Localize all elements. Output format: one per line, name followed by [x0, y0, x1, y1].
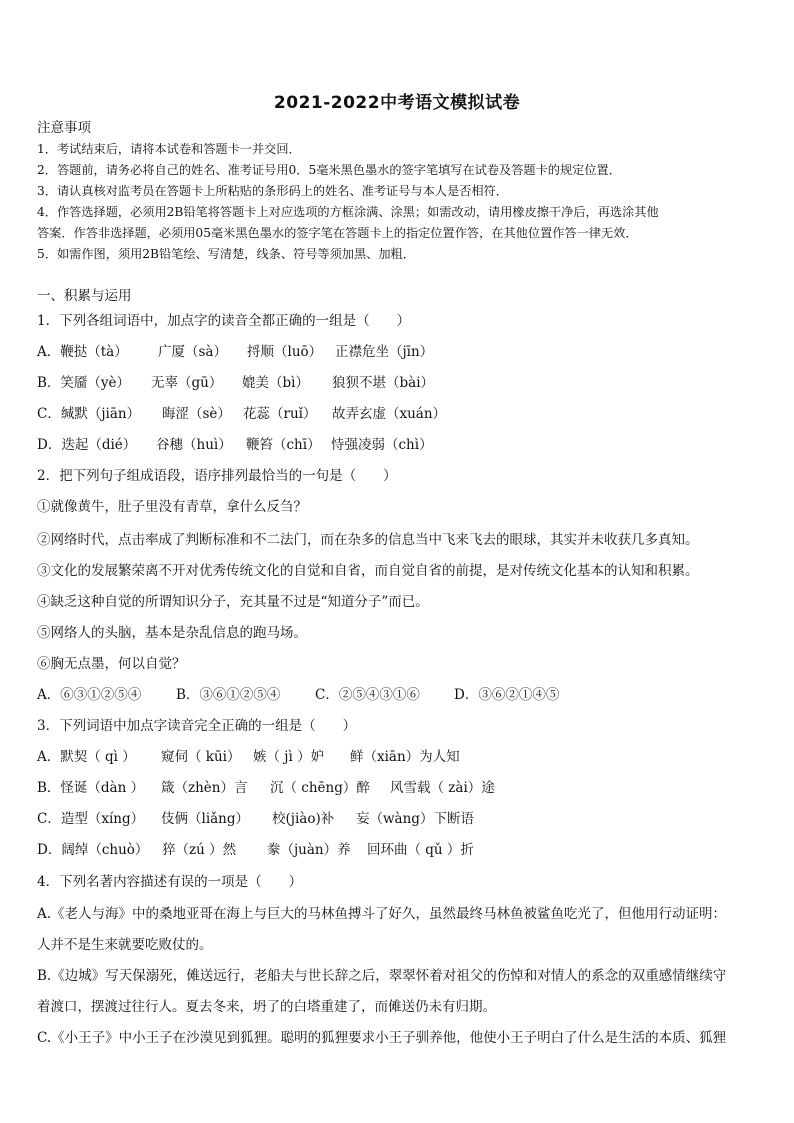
q3-d-4: 回环曲（ qǔ ）折	[367, 842, 474, 858]
q2-sentence-5: ⑤网络人的头脑，基本是杂乱信息的跑马场。	[37, 625, 307, 641]
q2-option-a: A．⑥③①②⑤④	[37, 687, 142, 703]
q1-option-c	[37, 406, 446, 422]
notice-line-3: 3．请认真核对监考员在答题卡上所粘贴的条形码上的姓名、准考证号与本人是否相符．	[37, 184, 508, 198]
q3-b-1: B．怪诞（dàn ）	[37, 780, 145, 796]
q4-line-4: 着渡口，摆渡过往行人。夏去冬来，坍了的白塔重建了，而傩送仍未有归期。	[37, 999, 496, 1015]
q1-a-1: A．鞭挞（tà）	[37, 344, 128, 360]
q3-a-2: 窥伺（ kūi）	[161, 749, 241, 765]
q2-stem: 2．把下列句子组成语段，语序排列最恰当的一句是（ ）	[37, 468, 397, 484]
q4-stem: 4．下列名著内容描述有误的一项是（ ）	[37, 874, 303, 890]
q1-c-4: 故弄玄虚（xuán）	[332, 406, 447, 422]
q1-b-3: 媲美（bì）	[242, 375, 309, 391]
q1-c-3: 花蕊（ruǐ）	[243, 406, 317, 422]
q4-line-1: A.《老人与海》中的桑地亚哥在海上与巨大的马林鱼搏斗了好久，虽然最终马林鱼被鲨鱼吃光了，但他用行动证明：	[37, 906, 727, 922]
q1-option-a	[37, 344, 433, 360]
q3-a-4: 鲜（xiān）为人知	[350, 749, 460, 765]
q1-option-d	[37, 437, 433, 453]
q1-d-3: 鞭笞（chī）	[246, 437, 321, 453]
q3-option-b	[37, 780, 495, 796]
notice-line-5: 答案．作答非选择题，必须用05毫米黑色墨水的签字笔在答题卡上的指定位置作答，在其他位置作答一律无效．	[37, 226, 638, 240]
q4-line-5: C.《小王子》中小王子在沙漠见到狐狸。聪明的狐狸要求小王子驯养他，他使小王子明白了什么是生活的本质、狐狸	[37, 1030, 727, 1046]
q2-sentence-2: ②网络时代，点击率成了判断标准和不二法门，而在杂多的信息当中飞来飞去的眼球，其实并未收获几多真知。	[37, 532, 699, 548]
q3-a-3: 嫉（ jì ）妒	[253, 749, 325, 765]
q3-c-4: 妄（wàng）下断语	[356, 811, 474, 827]
q3-d-3: 豢（juàn）养	[267, 842, 351, 858]
q1-a-2: 广厦（sà）	[158, 344, 227, 360]
q3-c-1: C．造型（xíng）	[37, 811, 145, 827]
notice-line-2: 2．答题前，请务必将自己的姓名、准考证号用0．5毫米黑色墨水的签字笔填写在试卷及答题卡的规定位置．	[37, 163, 621, 177]
q4-line-3: B.《边城》写天保溺死，傩送远行，老船夫与世长辞之后，翠翠怀着对祖父的伤悼和对情人的系念的双重感情继续守	[37, 968, 727, 984]
q1-stem: 1．下列各组词语中，加点字的读音全都正确的一组是（ ）	[37, 313, 411, 329]
notice-line-1: 1．考试结束后，请将本试卷和答题卡一并交回．	[37, 142, 301, 156]
q1-d-2: 谷穗（huì）	[156, 437, 232, 453]
q3-a-1: A．默契（ qì ）	[37, 749, 136, 765]
q2-sentence-4: ④缺乏这种自觉的所谓知识分子，充其量不过是“知道分子”而已。	[37, 594, 429, 610]
page-title: 2021-2022中考语文模拟试卷	[273, 93, 521, 113]
q4-line-2: 人并不是生来就要吃败仗的。	[37, 937, 213, 953]
q3-stem: 3．下列词语中加点字读音完全正确的一组是（ ）	[37, 718, 357, 734]
q2-sentence-6: ⑥胸无点墨，何以自觉？	[37, 656, 186, 672]
q2-sentence-3: ③文化的发展繁荣离不开对优秀传统文化的自觉和自省，而自觉自省的前提，是对传统文化基本的认知和积累。	[37, 563, 699, 579]
q1-c-1: C．缄默（jiān）	[37, 406, 141, 422]
q1-b-1: B．笑靥（yè）	[37, 375, 131, 391]
q1-option-b	[37, 375, 434, 391]
q3-c-2: 伎俩（liǎng）	[161, 811, 250, 827]
q1-b-4: 狼狈不堪（bài）	[332, 375, 435, 391]
q1-d-1: D．迭起（dié）	[37, 437, 137, 453]
q3-option-d	[37, 842, 474, 858]
q3-b-4: 风雪载（ zài）途	[390, 780, 495, 796]
q3-option-c	[37, 811, 474, 827]
q1-a-4: 正襟危坐（jīn）	[335, 344, 434, 360]
q2-option-c: C．②⑤④③①⑥	[315, 687, 420, 703]
section-heading: 一、积累与运用	[37, 288, 132, 304]
q1-d-4: 恃强凌弱（chì）	[331, 437, 433, 453]
q3-option-a	[37, 749, 460, 765]
q2-sentence-1: ①就像黄牛，肚子里没有青草，拿什么反刍？	[37, 499, 307, 515]
q2-option-d: D．③⑥②①④⑤	[454, 687, 560, 703]
q3-b-3: 沉（ chēng）醉	[270, 780, 370, 796]
q3-d-2: 猝（zú ）然	[162, 842, 237, 858]
notice-line-6: 5．如需作图，须用2B铅笔绘、写清楚，线条、符号等须加黑、加粗．	[37, 247, 415, 261]
q3-b-2: 箴（zhèn）言	[161, 780, 248, 796]
q1-b-2: 无辜（gū）	[151, 375, 223, 391]
q1-c-2: 晦涩（sè）	[162, 406, 231, 422]
q1-a-3: 捋顺（luō）	[247, 344, 323, 360]
notice-line-4: 4．作答选择题，必须用2B铅笔将答题卡上对应选项的方框涂满、涂黑；如需改动，请用橡皮擦干净后，再选涂其他	[37, 205, 659, 219]
q2-options	[37, 687, 559, 703]
q3-c-3: 校(jiào)补	[272, 811, 335, 827]
q3-d-1: D．阔绰（chuò）	[37, 842, 149, 858]
notice-heading: 注意事项	[37, 120, 91, 136]
q2-option-b: B．③⑥①②⑤④	[176, 687, 281, 703]
